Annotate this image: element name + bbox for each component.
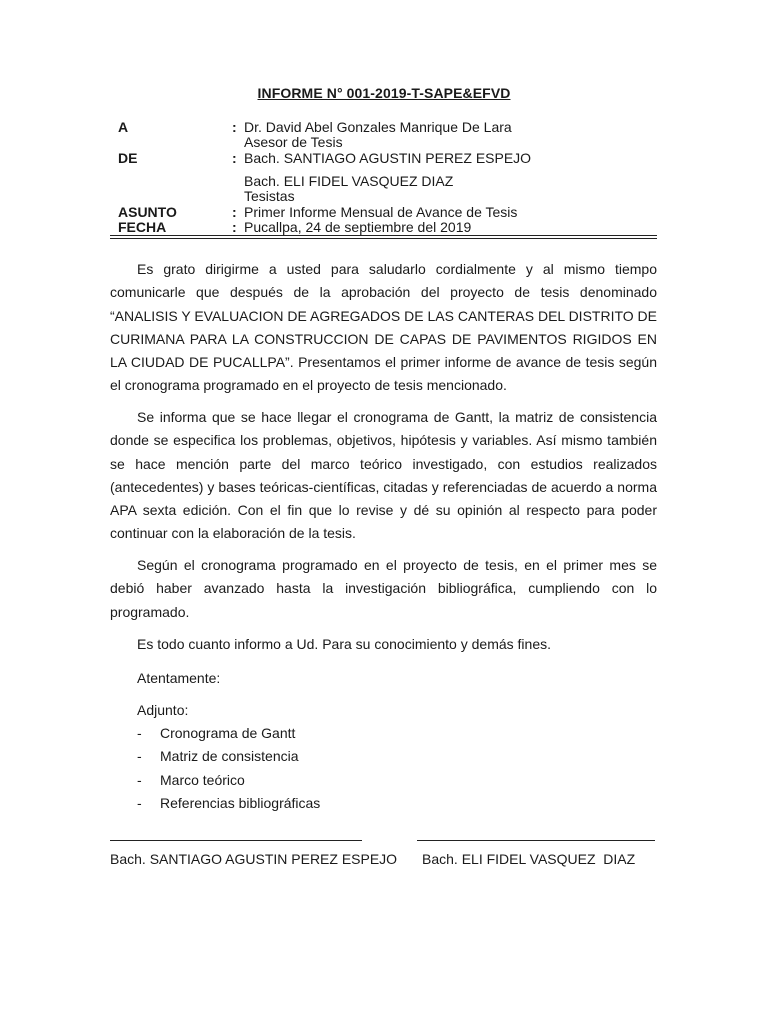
list-item [137,722,320,745]
date-label: FECHA [118,219,167,235]
from-colon: : [232,150,237,166]
date-colon: : [232,219,237,235]
header-rule-top [110,235,657,236]
from-role: Tesistas [244,188,295,204]
subject-label: ASUNTO [118,204,177,220]
to-role: Asesor de Tesis [244,134,343,150]
to-colon: : [232,119,237,135]
from-value-1: Bach. SANTIAGO AGUSTIN PEREZ ESPEJO [244,150,532,166]
list-item-text: Cronograma de Gantt [160,725,296,741]
list-bullet: - [137,771,142,788]
list-bullet: - [137,725,142,741]
attachments-label: Adjunto: [137,702,189,718]
attachments-list [137,722,320,815]
list-bullet: - [137,748,142,765]
from-label: DE [118,150,138,166]
to-value: Dr. David Abel Gonzales Manrique De Lara [244,119,512,135]
signature-name-1: Bach. SANTIAGO AGUSTIN PEREZ ESPEJO [110,851,398,867]
signature-line-2 [417,840,655,841]
subject-value: Primer Informe Mensual de Avance de Tesis [244,204,518,220]
to-label: A [118,119,129,135]
date-value: Pucallpa, 24 de septiembre del 2019 [244,219,472,235]
from-value-2: Bach. ELI FIDEL VASQUEZ DIAZ [244,173,454,189]
closing-text: Atentamente: [137,670,221,686]
signature-name-2: Bach. ELI FIDEL VASQUEZ DIAZ [422,851,636,867]
list-item [137,792,320,815]
list-item-text: Matriz de consistencia [160,748,299,765]
signature-line-1 [110,840,362,841]
subject-colon: : [232,204,237,220]
header-rule-bottom [110,238,657,239]
paragraph-1: Es grato dirigirme a usted para saludarlo cordialmente y al mismo tiempo comunicarle que después de la aprobación del proyecto de tesis denominado “ANALISIS Y EVALUACION DE AGREGADOS DE LAS CANTERAS DEL DISTRITO DE CURIMANA PARA LA CONSTRUCCION DE CAPAS DE PAVIMENTOS RIGIDOS EN LA CIUDAD DE PUCALLPA”. Presentamos el primer informe de avance de tesis según el cronograma programado en el proyecto de tesis mencionado. [110,261,657,394]
paragraph-4: Es todo cuanto informo a Ud. Para su conocimiento y demás fines. [137,636,551,652]
list-item [137,769,320,792]
list-bullet: - [137,794,142,811]
paragraph-3: Según el cronograma programado en el proyecto de tesis, en el primer mes se debió haber avanzado hasta la investigación bibliográfica, cumpliendo con lo programado. [110,557,657,620]
report-title: INFORME N° 001-2019-T-SAPE&EFVD [257,85,511,101]
list-item-text: Marco teórico [160,771,245,788]
paragraph-2: Se informa que se hace llegar el cronograma de Gantt, la matriz de consistencia donde se especifica los problemas, objetivos, hipótesis y variables. Así mismo también se hace mención parte del marco teórico investigado, con estudios realizados (antecedentes) y bases teóricas-científicas, citadas y referenciadas de acuerdo a norma APA sexta edición. Con el fin que lo revise y dé su opinión al respecto para poder continuar con la elaboración de la tesis. [110,409,657,542]
list-item-text: Referencias bibliográficas [160,794,321,811]
list-item [137,745,320,768]
